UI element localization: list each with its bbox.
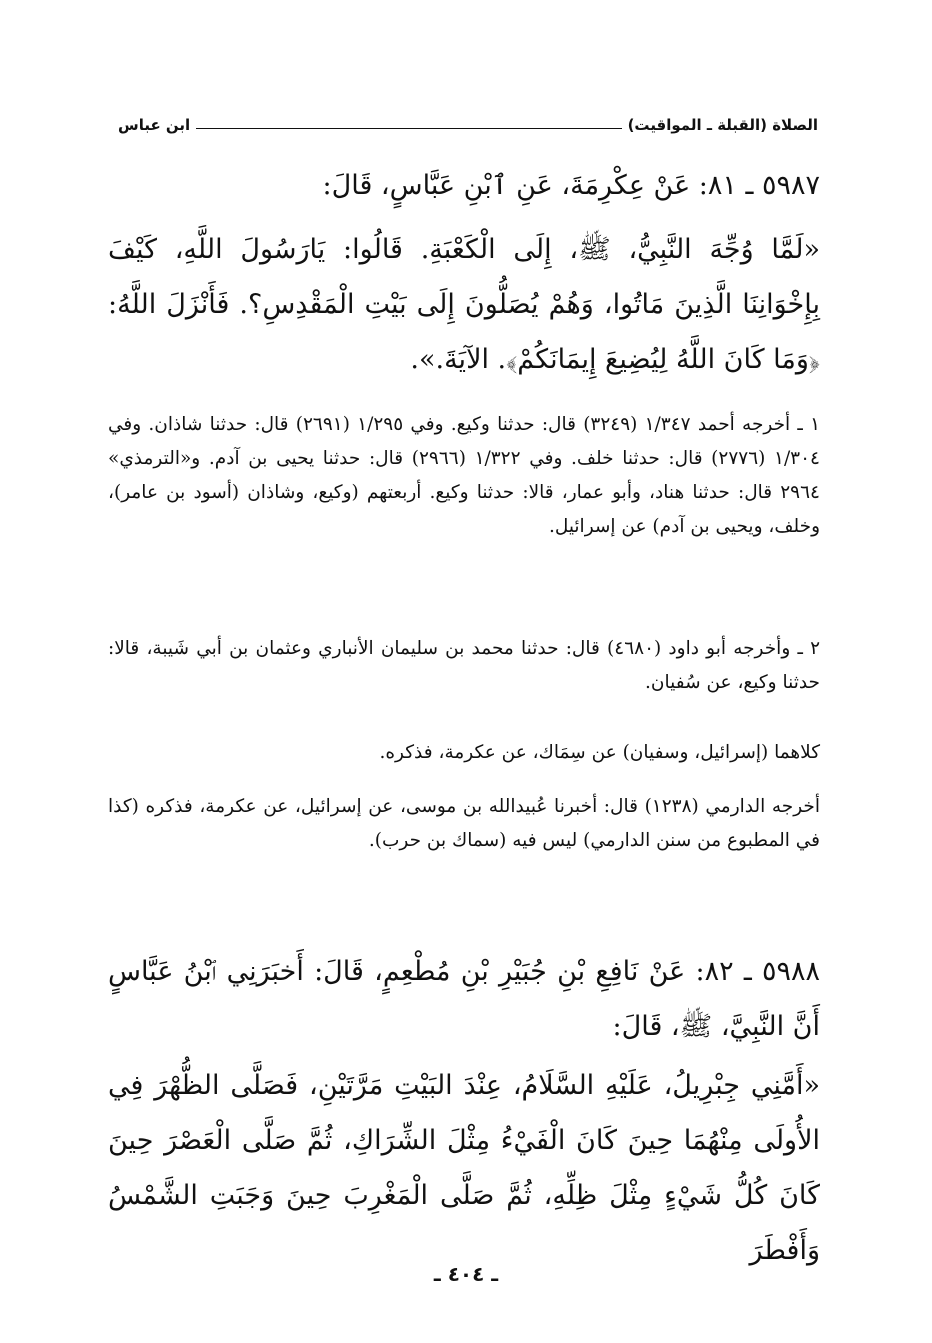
header-section-title: ابن عباس [118,116,191,134]
hadith-82-text: «أَمَّنِي جِبْرِيلُ، عَلَيْهِ السَّلَامُ، عِنْدَ البَيْتِ مَرَّتَيْنِ، فَصَلَّى الظُّهْرَ فِي الأُولَى مِنْهُمَا حِينَ كَانَ الْفَيْءُ مِثْلَ الشِّرَاكِ، ثُمَّ صَلَّى الْعَصْرَ حِينَ كَانَ كُلُّ شَيْءٍ مِثْلَ ظِلِّهِ، ثُمَّ صَلَّى الْمَغْرِبَ حِينَ وَجَبَتِ الشَّمْسُ وَأَفْطَرَ [108,1070,820,1266]
note-81-1: ١ ـ أخرجه أحمد ١/٣٤٧ (٣٢٤٩) قال: حدثنا وكيع. وفي ١/٢٩٥ (٢٦٩١) قال: حدثنا شاذان. وفي ١/٣٠٤ (٢٧٧٦) قال: حدثنا خلف. وفي ١/٣٢٢ (٢٩٦٦) قال: حدثنا يحيى بن آدم. و«الترمذي» ٢٩٦٤ قال: حدثنا هناد، وأبو عمار، قالا: حدثنا وكيع. أربعتهم (وكيع، وشاذان (أسود بن عامر)، وخلف، ويحيى بن آدم) عن إسرائيل. [108,414,820,537]
page-number: ـ ٤٠٤ ـ [433,1262,499,1286]
running-header [118,110,818,134]
hadith-81-heading: ٥٩٨٧ ـ ٨١: عَنْ عِكْرِمَةَ، عَنِ ٱبْنِ عَبَّاسٍ، قَالَ: [322,170,820,201]
header-chapter-title: الصلاة (القبلة ـ المواقيت) [627,116,818,134]
hadith-82-heading: ٥٩٨٨ ـ ٨٢: عَنْ نَافِعِ بْنِ جُبَيْرِ بْنِ مُطْعِمٍ، قَالَ: أَخبَرَنِي ٱبْنُ عَبَّاسٍ أَنَّ النَّبِيَّ، ﷺ، قَالَ: [108,956,820,1042]
header-rule [196,128,621,129]
note-81-3: كلاهما (إسرائيل، وسفيان) عن سِمَاك، عن عكرمة، فذكره. [379,742,820,763]
note-81-4: أخرجه الدارمي (١٢٣٨) قال: أخبرنا عُبيدالله بن موسى، عن إسرائيل، عن عكرمة، فذكره (كذا في المطبوع من سنن الدارمي) ليس فيه (سماك بن حرب). [108,796,820,851]
note-81-2: ٢ ـ وأخرجه أبو داود (٤٦٨٠) قال: حدثنا محمد بن سليمان الأنباري وعثمان بن أبي شَيبة، قالا: حدثنا وكيع، عن سُفيان. [108,638,820,693]
hadith-81-text: «لَمَّا وُجِّهَ النَّبِيُّ، ﷺ، إِلَى الْكَعْبَةِ. قَالُوا: يَارَسُولَ اللَّهِ، كَيْفَ بِإِخْوَانِنَا الَّذِينَ مَاتُوا، وَهُمْ يُصَلُّونَ إِلَى بَيْتِ الْمَقْدِسِ؟. فَأَنْزَلَ اللَّهُ: ﴿وَمَا كَانَ اللَّهُ لِيُضِيعَ إِيمَانَكُمْ﴾. الآيَةَ.». [108,234,820,375]
